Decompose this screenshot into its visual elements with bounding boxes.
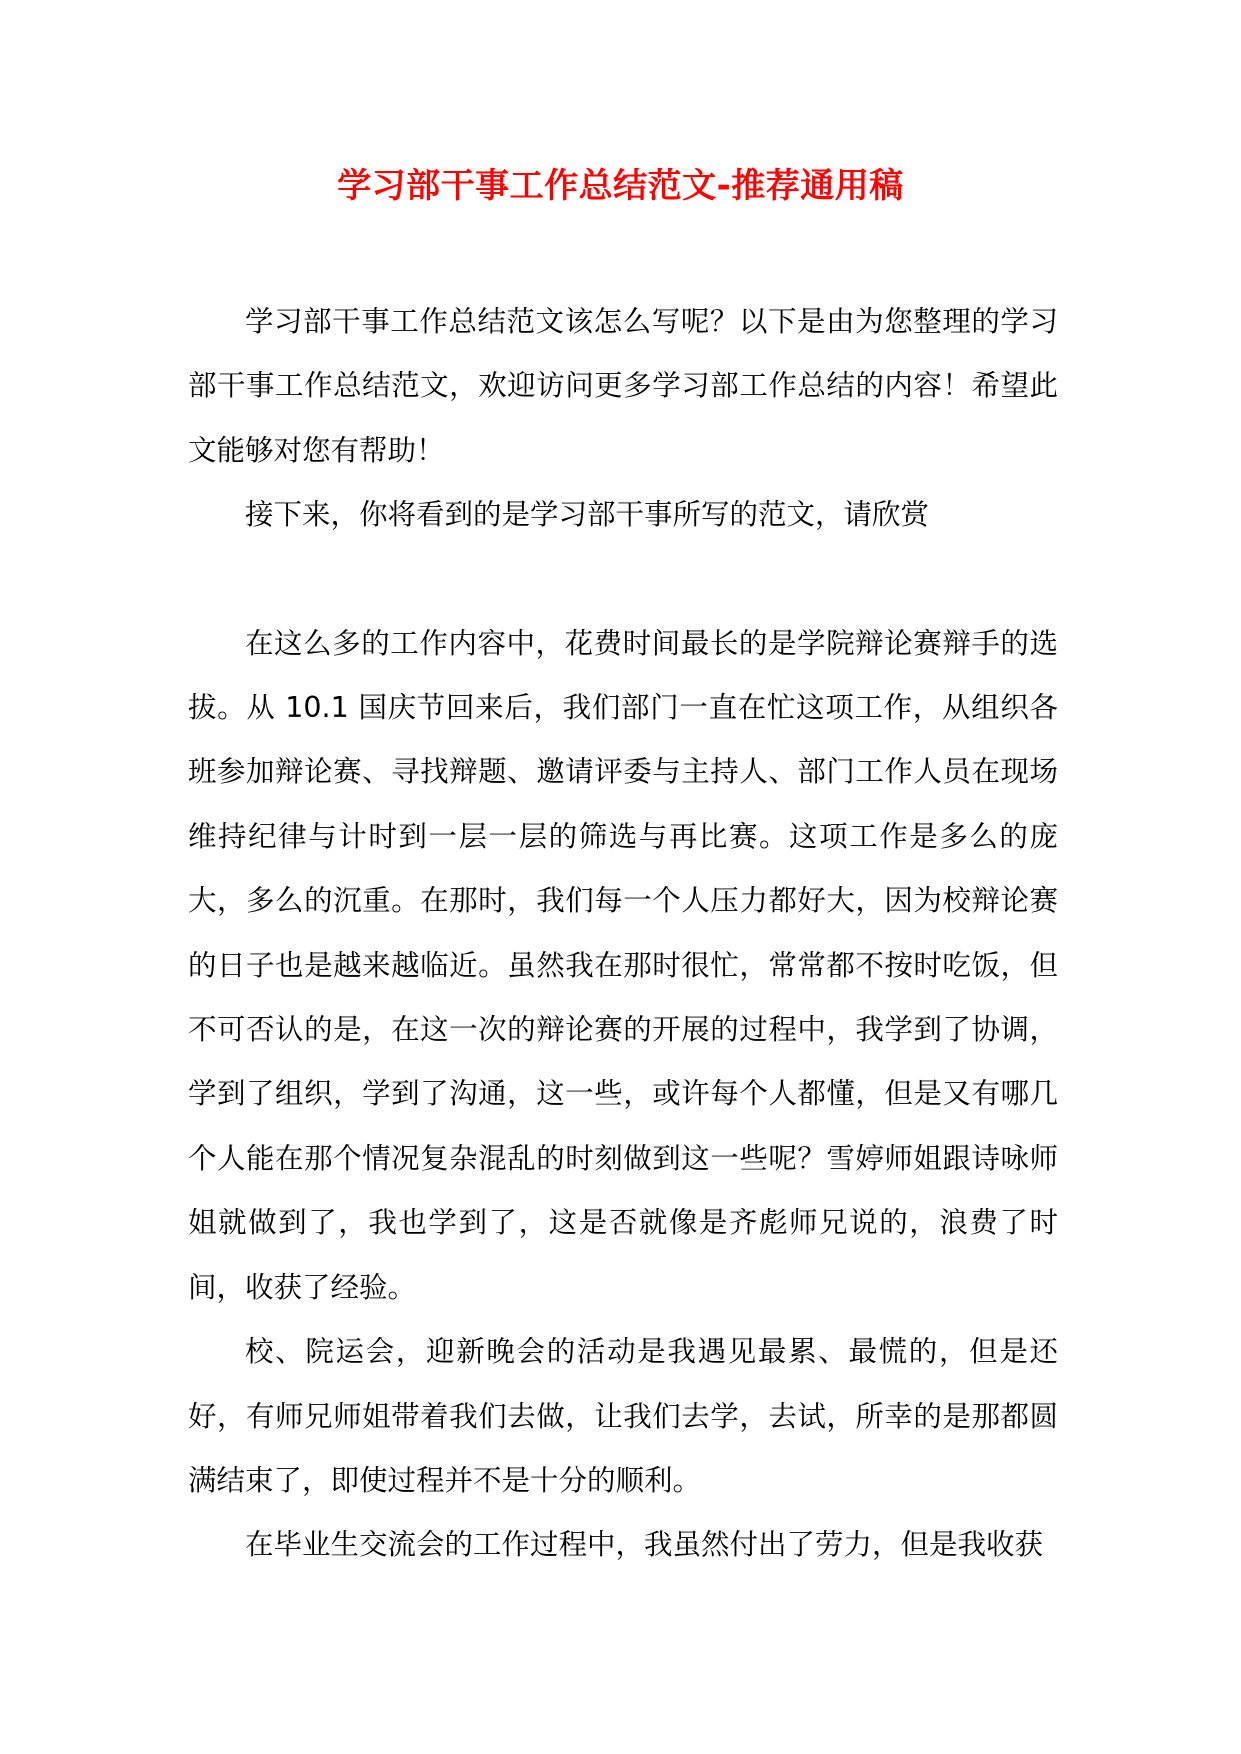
paragraph-debate: 在这么多的工作内容中，花费时间最长的是学院辩论赛辩手的选拔。从 10.1 国庆节回来后，我们部门一直在忙这项工作，从组织各班参加辩论赛、寻找辩题、邀请评委与主持人、部门工作人员在现场维持纪律与计时到一层一层的筛选与再比赛。这项工作是多么的庞大，多么的沉重。在那时，我们每一个人压力都好大，因为校辩论赛的日子也是越来越临近。虽然我在那时很忙，常常都不按时吃饭，但不可否认的是，在这一次的辩论赛的开展的过程中，我学到了协调，学到了组织，学到了沟通，这一些，或许每个人都懂，但是又有哪几个人能在那个情况复杂混乱的时刻做到这一些呢？雪婷师姐跟诗咏师姐就做到了，我也学到了，这是否就像是齐彪师兄说的，浪费了时间，收获了经验。 — [188, 626, 1058, 1304]
paragraph-intro: 学习部干事工作总结范文该怎么写呢？以下是由为您整理的学习部干事工作总结范文，欢迎访问更多学习部工作总结的内容！希望此文能够对您有帮助！ — [188, 305, 1058, 467]
paragraph-spacer — [188, 548, 1058, 612]
document-title: 学习部干事工作总结范文-推荐通用稿 — [337, 166, 904, 206]
paragraph-sports-meet: 校、院运会，迎新晚会的活动是我遇见最累、最慌的，但是还好，有师兄师姐带着我们去做，让我们去学，去试，所幸的是那都圆满结束了，即使过程并不是十分的顺利。 — [188, 1335, 1058, 1497]
document-body — [188, 290, 1058, 1578]
paragraph-graduate-exchange: 在毕业生交流会的工作过程中，我虽然付出了劳力，但是我收获 — [245, 1528, 1044, 1562]
paragraph-lead-in: 接下来，你将看到的是学习部干事所写的范文，请欣赏 — [245, 498, 930, 532]
